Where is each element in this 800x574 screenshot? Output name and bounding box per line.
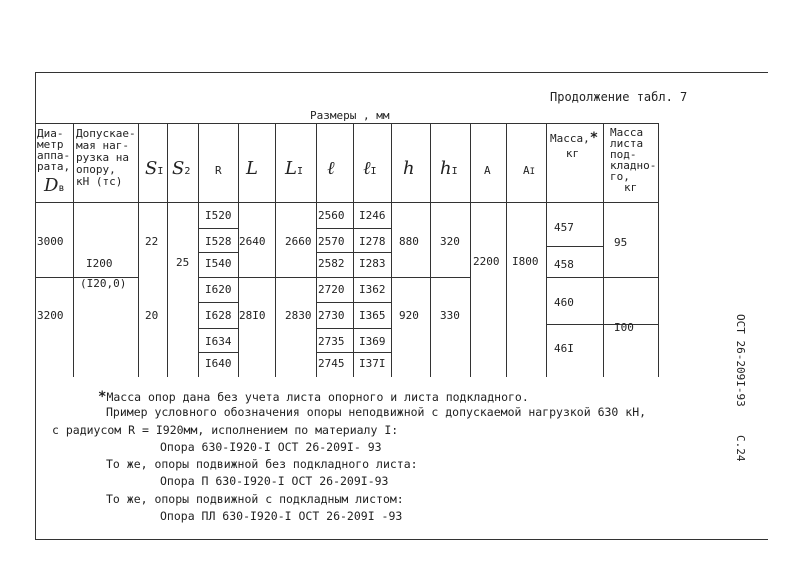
- col-line-3: [167, 123, 168, 377]
- col-line-1: [73, 123, 74, 377]
- cell-sheet-2: I00: [614, 321, 634, 334]
- col-line-6: [275, 123, 276, 377]
- header-le: ℓ: [327, 158, 335, 179]
- side-standard-code: ОСТ 26-209I-93: [734, 314, 747, 407]
- col-line-15: [658, 123, 659, 377]
- cell-r-5: I628: [205, 309, 232, 322]
- cell-le-2: 2570: [318, 235, 345, 248]
- cell-le1-1: I246: [359, 209, 386, 222]
- header-sheet-mass: Масса листа под- кладно- го, кг: [610, 126, 657, 194]
- note-line-3: с радиусом R = I920мм, исполнением по материалу I:: [52, 423, 399, 437]
- header-diameter-symbol: Dв: [44, 175, 65, 196]
- note-line-7: То же, опоры подвижной с подкладным листом:: [106, 492, 404, 506]
- col-line-11: [470, 123, 471, 377]
- r-row-line-5: [198, 352, 238, 353]
- header-h: h: [403, 158, 415, 179]
- col-line-13: [546, 123, 547, 377]
- cell-le-4: 2720: [318, 283, 345, 296]
- note-line-4: Опора 630-I920-I ОСТ 26-209I- 93: [160, 440, 382, 454]
- header-diameter: Диа- метр аппа- рата,: [37, 127, 71, 173]
- note-line-2: Пример условного обозначения опоры неподвижной с допускаемой нагрузкой 630 кН,: [106, 405, 647, 419]
- mass-divider-2: [546, 277, 658, 278]
- cell-le-7: 2745: [318, 357, 345, 370]
- cell-a1: I800: [512, 255, 539, 268]
- note-line-1: *Масса опор дана без учета листа опорного и листа подкладного.: [98, 389, 529, 405]
- cell-le1-5: I365: [359, 309, 386, 322]
- cell-le-3: 2582: [318, 257, 345, 270]
- cell-h1-b: 330: [440, 309, 460, 322]
- cell-load-tc: (I20,0): [80, 277, 127, 290]
- header-s1: SI: [145, 158, 164, 179]
- cell-r-1: I520: [205, 209, 232, 222]
- cell-r-7: I640: [205, 357, 232, 370]
- mass-divider-3: [546, 324, 658, 325]
- header-l1: LI: [285, 158, 303, 179]
- header-h1: hI: [440, 158, 458, 179]
- bottom-border: [35, 539, 768, 540]
- col-line-7: [316, 123, 317, 377]
- cell-sheet-1: 95: [614, 236, 628, 249]
- dimensions-label: Размеры , мм: [310, 109, 390, 122]
- cell-s1-b: 20: [145, 309, 159, 322]
- cell-r-3: I540: [205, 257, 232, 270]
- note-line-8: Опора ПЛ 630-I920-I ОСТ 26-209I -93: [160, 509, 403, 523]
- cell-h-a: 880: [399, 235, 419, 248]
- cell-load: I200: [86, 257, 113, 270]
- header-r: R: [215, 164, 222, 177]
- cell-mass-4: 46I: [554, 342, 574, 355]
- cell-h1-a: 320: [440, 235, 460, 248]
- cell-r-4: I620: [205, 283, 232, 296]
- cell-l1-b: 2830: [285, 309, 312, 322]
- col-line-12: [506, 123, 507, 377]
- r-row-line-1: [198, 228, 238, 229]
- cell-le-1: 2560: [318, 209, 345, 222]
- top-border: [35, 72, 768, 73]
- col-line-4: [198, 123, 199, 377]
- cell-h-b: 920: [399, 309, 419, 322]
- note-line-5: То же, опоры подвижной без подкладного листа:: [106, 457, 418, 471]
- r-row-line-2: [198, 252, 238, 253]
- side-page-number: С.24: [734, 435, 747, 462]
- header-bottom-line: [35, 202, 658, 203]
- cell-r-2: I528: [205, 235, 232, 248]
- cell-l1-a: 2660: [285, 235, 312, 248]
- col-line-14: [603, 123, 604, 377]
- header-a: A: [484, 164, 491, 177]
- cell-mass-3: 460: [554, 296, 574, 309]
- cell-a: 2200: [473, 255, 500, 268]
- cell-le1-6: I369: [359, 335, 386, 348]
- cell-s1-a: 22: [145, 235, 159, 248]
- table-top-line: [35, 123, 658, 124]
- cell-le1-3: I283: [359, 257, 386, 270]
- header-mass: Масса,* кг: [550, 130, 599, 160]
- r-row-line-3: [198, 302, 238, 303]
- note-line-6: Опора П 630-I920-I ОСТ 26-209I-93: [160, 474, 389, 488]
- cell-le1-7: I37I: [359, 357, 386, 370]
- header-le1: ℓI: [363, 158, 377, 179]
- col-line-5: [238, 123, 239, 377]
- continuation-label: Продолжение табл. 7: [550, 90, 688, 104]
- cell-le-5: 2730: [318, 309, 345, 322]
- r-row-line-4: [198, 328, 238, 329]
- cell-s2: 25: [176, 256, 190, 269]
- cell-le-6: 2735: [318, 335, 345, 348]
- mass-divider-1: [546, 246, 603, 247]
- col-line-10: [430, 123, 431, 377]
- cell-r-6: I634: [205, 335, 232, 348]
- header-a1: AI: [523, 164, 536, 177]
- col-line-2: [138, 123, 139, 377]
- cell-mass-1: 457: [554, 221, 574, 234]
- cell-l-a: 2640: [239, 235, 266, 248]
- cell-le1-2: I278: [359, 235, 386, 248]
- header-load: Допускае- мая наг- рузка на опору, кН (тс): [76, 127, 136, 188]
- left-border: [35, 72, 36, 540]
- header-l: L: [246, 158, 258, 179]
- cell-le1-4: I362: [359, 283, 386, 296]
- col-line-8: [353, 123, 354, 377]
- cell-d3000: 3000: [37, 235, 64, 248]
- col-line-9: [391, 123, 392, 377]
- cell-mass-2: 458: [554, 258, 574, 271]
- cell-l-b: 28I0: [239, 309, 266, 322]
- cell-d3200: 3200: [37, 309, 64, 322]
- header-s2: S2: [172, 158, 191, 179]
